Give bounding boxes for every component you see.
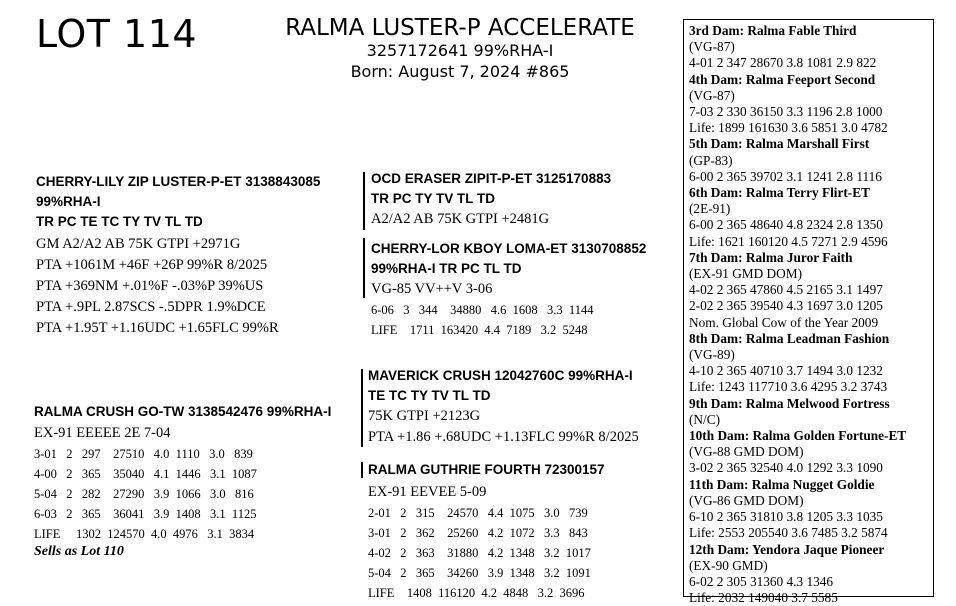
sells-as-note: Sells as Lot 110 — [34, 544, 331, 560]
sire-dam-block — [371, 239, 646, 340]
pedigree-entry — [689, 477, 933, 542]
ancestor-detail: Nom. Global Cow of the Year 2009 — [689, 315, 933, 331]
pedigree-entry — [689, 250, 933, 331]
sire-dam-traits-line: 99%RHA-I TR PC TL TD — [371, 259, 646, 279]
birth-date: Born: August 7, 2024 #865 — [250, 62, 670, 81]
sire-detail-line: PTA +369NM +.01%F -.03%P 39%US — [36, 276, 320, 297]
ancestor-detail: (2E-91) — [689, 201, 933, 217]
pedigree-entry — [689, 136, 933, 185]
ancestor-detail: (VG-87) — [689, 88, 933, 104]
ancestor-detail: 4-10 2 365 40710 3.7 1494 3.0 1232 — [689, 363, 933, 379]
ancestor-detail: 6-10 2 365 31810 3.8 1205 3.3 1035 — [689, 509, 933, 525]
ancestor-detail: (EX-91 GMD DOM) — [689, 266, 933, 282]
dam-sire-block — [368, 366, 639, 448]
ancestor-detail: 3-02 2 365 32540 4.0 1292 3.3 1090 — [689, 460, 933, 476]
ancestor-detail: 7-03 2 330 36150 3.3 1196 2.8 1000 — [689, 104, 933, 120]
ancestor-detail: Life: 2032 149040 3.7 5585 — [689, 590, 933, 606]
ancestor-detail: (VG-87) — [689, 39, 933, 55]
pedigree-entry — [689, 396, 933, 428]
pedigree-entry — [689, 23, 933, 72]
dam-sire-traits-line: TE TC TY TV TL TD — [368, 386, 639, 406]
sire-detail-line: PTA +1061M +46F +26P 99%R 8/2025 — [36, 255, 320, 276]
dam-ancestor-name: 7th Dam: Ralma Juror Faith — [689, 250, 933, 266]
dam-sire-name-line: MAVERICK CRUSH 12042760C 99%RHA-I — [368, 366, 639, 386]
dam-sire-detail-line: 75K GTPI +2123G — [368, 406, 639, 427]
ancestor-detail: 6-02 2 305 31360 4.3 1346 — [689, 574, 933, 590]
dam-ancestor-name: 6th Dam: Ralma Terry Flirt-ET — [689, 185, 933, 201]
dam-dam-record: 3-01 2 362 25260 4.2 1072 3.3 843 — [368, 523, 605, 543]
bracket-line — [363, 172, 365, 230]
ancestor-detail: (VG-86 GMD DOM) — [689, 493, 933, 509]
dam-record: 3-01 2 297 27510 4.0 1110 3.0 839 — [34, 444, 331, 464]
ancestor-detail: 2-02 2 365 39540 4.3 1697 3.0 1205 — [689, 298, 933, 314]
sire-sire-traits-line: TR PC TY TV TL TD — [371, 189, 611, 209]
dam-ancestor-name: 8th Dam: Ralma Leadman Fashion — [689, 331, 933, 347]
dam-block — [34, 402, 331, 560]
dam-dam-record: 2-01 2 315 24570 4.4 1075 3.0 739 — [368, 503, 605, 523]
ancestor-detail: Life: 1899 161630 3.6 5851 3.0 4782 — [689, 120, 933, 136]
dam-dam-name: RALMA GUTHRIE FOURTH 72300157 — [368, 460, 605, 480]
dam-classification: EX-91 EEEEE 2E 7-04 — [34, 423, 331, 444]
pedigree-entry — [689, 331, 933, 396]
dam-record: 5-04 2 282 27290 3.9 1066 3.0 816 — [34, 484, 331, 504]
dam-dam-record: 5-04 2 365 34260 3.9 1348 3.2 1091 — [368, 563, 605, 583]
sire-sire-block — [371, 169, 611, 230]
sire-detail-line: PTA +.9PL 2.87SCS -.5DPR 1.9%DCE — [36, 297, 320, 318]
ancestor-detail: 4-01 2 347 28670 3.8 1081 2.9 822 — [689, 55, 933, 71]
dam-name: RALMA CRUSH GO-TW 3138542476 99%RHA-I — [34, 402, 331, 422]
ancestor-detail: (VG-89) — [689, 347, 933, 363]
registration-number: 3257172641 99%RHA-I — [250, 41, 670, 60]
dam-ancestor-name: 11th Dam: Ralma Nugget Goldie — [689, 477, 933, 493]
dam-ancestor-name: 9th Dam: Ralma Melwood Fortress — [689, 396, 933, 412]
bracket-line — [363, 238, 365, 298]
sire-detail-line: GM A2/A2 AB 75K GTPI +2971G — [36, 234, 320, 255]
bracket-line — [361, 462, 363, 478]
dam-record: LIFE 1302 124570 4.0 4976 3.1 3834 — [34, 524, 331, 544]
animal-name: RALMA LUSTER-P ACCELERATE — [250, 15, 670, 41]
ancestor-detail: (N/C) — [689, 412, 933, 428]
dam-dam-record: 4-02 2 363 31880 4.2 1348 3.2 1017 — [368, 543, 605, 563]
sire-name-line: CHERRY-LILY ZIP LUSTER-P-ET 3138843085 — [36, 172, 320, 192]
dam-ancestor-name: 4th Dam: Ralma Feeport Second — [689, 72, 933, 88]
dam-record: 4-00 2 365 35040 4.1 1446 3.1 1087 — [34, 464, 331, 484]
sire-name-line: 99%RHA-I — [36, 192, 320, 212]
ancestor-detail: (EX-90 GMD) — [689, 558, 933, 574]
dam-dam-classification: EX-91 EEVEE 5-09 — [368, 482, 605, 503]
bracket-line — [361, 369, 363, 447]
pedigree-entry — [689, 542, 933, 606]
lot-number: LOT 114 — [36, 12, 197, 56]
ancestor-detail: (GP-83) — [689, 153, 933, 169]
sire-dam-classification: VG-85 VV++V 3-06 — [371, 279, 646, 300]
sire-detail-line: PTA +1.95T +1.16UDC +1.65FLC 99%R — [36, 318, 320, 339]
sire-dam-record: 6-06 3 344 34880 4.6 1608 3.3 1144 — [371, 300, 646, 320]
pedigree-entry — [689, 428, 933, 477]
sire-sire-name-line: OCD ERASER ZIPIT-P-ET 3125170883 — [371, 169, 611, 189]
ancestor-detail: 6-00 2 365 48640 4.8 2324 2.8 1350 — [689, 217, 933, 233]
ancestor-detail: (VG-88 GMD DOM) — [689, 444, 933, 460]
dam-record: 6-03 2 365 36041 3.9 1408 3.1 1125 — [34, 504, 331, 524]
sire-traits-line: TR PC TE TC TY TV TL TD — [36, 212, 320, 232]
ancestor-detail: Life: 1243 117710 3.6 4295 3.2 3743 — [689, 379, 933, 395]
dam-dam-block — [368, 460, 605, 603]
sire-dam-name-line: CHERRY-LOR KBOY LOMA-ET 3130708852 — [371, 239, 646, 259]
dam-dam-record: LIFE 1408 116120 4.2 4848 3.2 3696 — [368, 583, 605, 603]
sire-dam-record: LIFE 1711 163420 4.4 7189 3.2 5248 — [371, 320, 646, 340]
sire-block — [36, 172, 320, 339]
ancestor-detail: 6-00 2 365 39702 3.1 1241 2.8 1116 — [689, 169, 933, 185]
sire-sire-detail-line: A2/A2 AB 75K GTPI +2481G — [371, 209, 611, 230]
dam-sire-detail-line: PTA +1.86 +.68UDC +1.13FLC 99%R 8/2025 — [368, 427, 639, 448]
pedigree-entry — [689, 185, 933, 250]
pedigree-box — [683, 19, 934, 597]
dam-ancestor-name: 10th Dam: Ralma Golden Fortune-ET — [689, 428, 933, 444]
ancestor-detail: Life: 1621 160120 4.5 7271 2.9 4596 — [689, 234, 933, 250]
dam-ancestor-name: 12th Dam: Yendora Jaque Pioneer — [689, 542, 933, 558]
dam-ancestor-name: 3rd Dam: Ralma Fable Third — [689, 23, 933, 39]
dam-ancestor-name: 5th Dam: Ralma Marshall First — [689, 136, 933, 152]
pedigree-entry — [689, 72, 933, 137]
ancestor-detail: Life: 2553 205540 3.6 7485 3.2 5874 — [689, 525, 933, 541]
ancestor-detail: 4-02 2 365 47860 4.5 2165 3.1 1497 — [689, 282, 933, 298]
